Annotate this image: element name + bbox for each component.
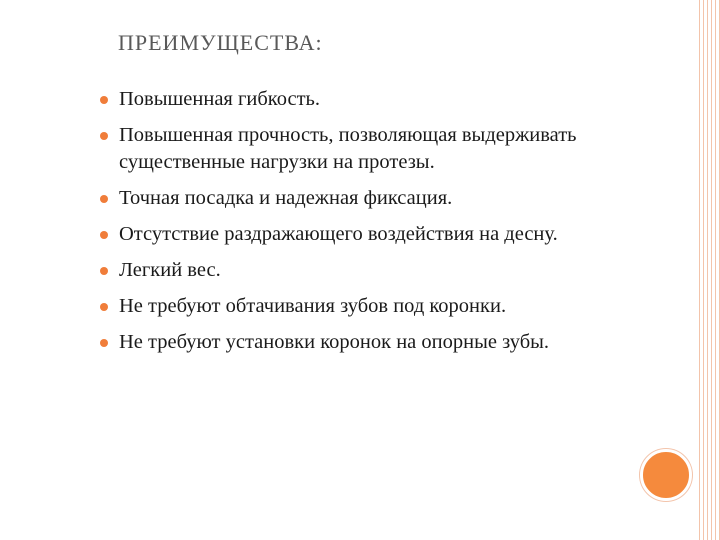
decorative-circle-icon — [640, 449, 692, 501]
bullet-dot-icon — [100, 96, 108, 104]
bullet-item — [100, 221, 700, 248]
bullet-item — [100, 185, 700, 212]
bullet-text: Повышенная гибкость. — [119, 88, 321, 110]
bullet-text: Не требуют установки коронок на опорные зубы. — [119, 331, 550, 353]
bullet-text: Повышенная прочность, позволяющая выдерживать существенные нагрузки на протезы. — [119, 124, 577, 173]
bullet-item — [100, 329, 700, 356]
bullet-text: Отсутствие раздражающего воздействия на десну. — [119, 223, 558, 245]
bullet-item — [100, 122, 700, 176]
bullet-dot-icon — [100, 132, 108, 140]
bullet-text: Точная посадка и надежная фиксация. — [119, 187, 453, 209]
bullet-dot-icon — [100, 303, 108, 311]
decorative-border-line — [703, 0, 704, 540]
bullet-text: Легкий вес. — [119, 259, 221, 281]
bullet-dot-icon — [100, 267, 108, 275]
bullet-list — [100, 86, 700, 365]
bullet-dot-icon — [100, 339, 108, 347]
slide-title: ПРЕИМУЩЕСТВА: — [118, 30, 323, 55]
decorative-border-line — [711, 0, 712, 540]
bullet-text: Не требуют обтачивания зубов под коронки. — [119, 295, 507, 317]
decorative-border-line — [715, 0, 716, 540]
bullet-item — [100, 257, 700, 284]
bullet-item — [100, 86, 700, 113]
bullet-dot-icon — [100, 231, 108, 239]
bullet-dot-icon — [100, 195, 108, 203]
decorative-border-line — [707, 0, 708, 540]
bullet-item — [100, 293, 700, 320]
